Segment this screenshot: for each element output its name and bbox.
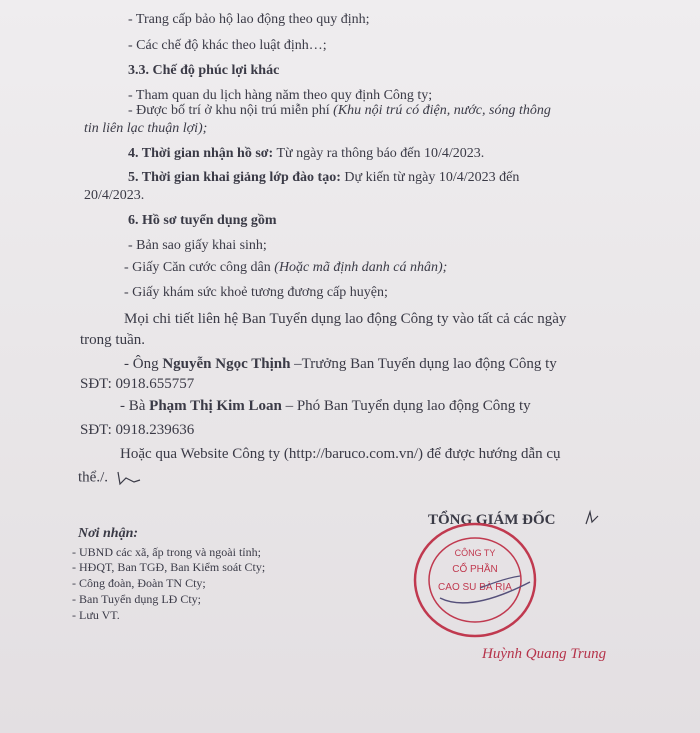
section-heading: 3.3. Chế độ phúc lợi khác [128,63,280,78]
section-label: 5. Thời gian khai giảng lớp đào tạo: [128,170,341,185]
closing-text: thể./. [78,469,108,486]
recipient-item: - Công đoàn, Đoàn TN Cty; [72,576,206,590]
initial-mark-icon [582,508,602,528]
initial-mark-icon [112,468,142,488]
recipient-item: - HĐQT, Ban TGĐ, Ban Kiểm soát Cty; [72,560,266,574]
document-item [124,260,447,276]
benefit-note-cont: tin liên lạc thuận lợi); [84,121,208,136]
recipient-item: - Lưu VT. [72,608,120,622]
contact-person [120,398,531,414]
section-label: 4. Thời gian nhận hồ sơ: [128,146,274,161]
person-name: Nguyễn Ngọc Thịnh [162,356,291,372]
signer-name: Huỳnh Quang Trung [482,646,607,662]
recipients-title: Nơi nhận: [78,526,139,541]
section-5-cont: 20/4/2023. [84,188,145,203]
section-5 [128,170,519,186]
phone-number: SĐT: 0918.239636 [80,422,195,438]
benefit-line [128,103,551,119]
contact-line: trong tuần. [80,332,145,348]
document-item: - Giấy khám sức khoẻ tương đương cấp huyện; [124,285,388,300]
seal-text: CÔNG TY [454,548,496,558]
contact-person [124,356,557,372]
website-line: Hoặc qua Website Công ty (http://baruco.com.vn/) để được hướng dẫn cụ [120,446,561,462]
phone-number: SĐT: 0918.655757 [80,376,195,392]
benefit-note: (Khu nội trú có điện, nước, sóng thông [333,103,551,118]
benefit-line: - Các chế độ khác theo luật định…; [128,38,327,53]
website-line [78,468,142,488]
person-prefix: - Bà [120,398,146,414]
item-text: - Giấy Căn cước công dân [124,260,271,275]
benefit-line: - Trang cấp bảo hộ lao động theo quy định; [128,12,370,27]
company-seal-icon [410,518,540,642]
recipient-item: - Ban Tuyển dụng LĐ Cty; [72,592,202,606]
section-4 [128,146,484,162]
person-name: Phạm Thị Kim Loan [149,398,282,414]
person-role: –Trưởng Ban Tuyển dụng lao động Công ty [294,356,557,372]
section-text: Dự kiến từ ngày 10/4/2023 đến [344,170,520,185]
signature-title: TỔNG GIÁM ĐỐC [428,512,556,528]
benefit-text: - Được bố trí ở khu nội trú miễn phí [128,103,330,118]
person-prefix: - Ông [124,356,159,372]
contact-line: Mọi chi tiết liên hệ Ban Tuyển dụng lao động Công ty vào tất cả các ngày [124,311,567,327]
section-heading: 6. Hồ sơ tuyển dụng gồm [128,213,277,228]
item-note: (Hoặc mã định danh cá nhân); [274,260,448,275]
person-role: – Phó Ban Tuyển dụng lao động Công ty [285,398,531,414]
benefit-line: - Tham quan du lịch hàng năm theo quy định Công ty; [128,88,433,103]
recipient-item: - UBND các xã, ấp trong và ngoài tỉnh; [72,545,261,559]
seal-text: CAO SU BÀ RỊA [438,582,512,593]
document-item: - Bản sao giấy khai sinh; [128,238,267,253]
section-text: Từ ngày ra thông báo đến 10/4/2023. [276,146,485,161]
seal-text: CỔ PHẦN [452,564,498,575]
